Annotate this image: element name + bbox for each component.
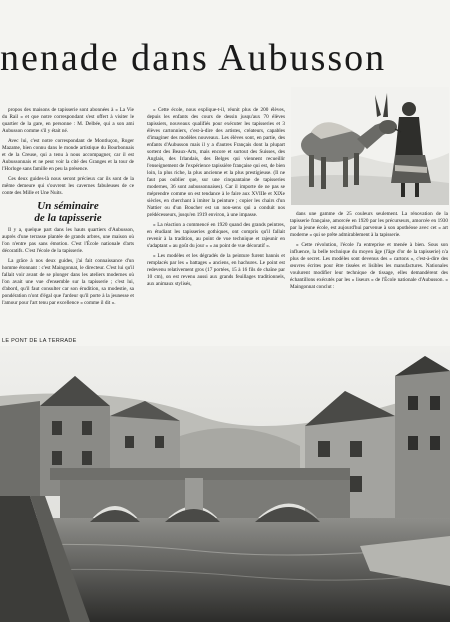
paragraph: La grâce à nos deux guides, j'ai fait connaissance d'un homme étonnant : c'est Maingonnat, le directeur. C'est lui qu'il fallait voir avant de se plonger dans les ateliers modernes où l'on avait une vue d'ensemble sur la tapisserie ; c'est lui, d'abord, qu'il faut consulter car son érudition, sa modestie, sa pondération n'ont d'égal que l'ardeur qu'il porte à la jeunesse et l'amour pour l'art tenu par excellence « comme il dit ». — [2, 258, 134, 306]
section-subhead — [2, 200, 134, 224]
paragraph: « Les modèles et les dégradés de la peinture furent bannis et remplacés par les « battages » anciens, en hachures. Le point est redevenu relativement gros (17 portées, 15 à 16 fils de chaîne par 10 cm), on est revenu aussi aux grands feuillages traditionnels, aux animaux stylisés, — [147, 253, 285, 287]
paragraph: Il y a, quelque part dans les hauts quartiers d'Aubusson, auprès d'une terrasse plantée de grands arbres, une maison où l'on n'entre pas sans émotion. C'est l'École nationale d'arts décoratifs. C'est l'école de la tapisserie. — [2, 227, 134, 254]
paragraph: « Cette révolution, l'école l'a entreprise et menée à bien. Sous son influence, la belle technique du moyen âge (l'âge d'or de la tapisserie) n'a plus de secret. Les modèles sont devenus des « cartons », c'est-à-dire des œuvres écrites pour être tissées et lisibles les manufactures. Nationales voulurent modifier leur technique de tissage, elles demandèrent des échantillons exécutés par les « liseurs » de l'École nationale d'Aubusson. » Maingonnat conclut : — [290, 242, 448, 290]
photo-caption: LE PONT DE LA TERRADE — [2, 338, 77, 344]
paragraph: Avec lui, c'est notre correspondant de Montluçon, Roger Mazame, bien connu dans le monde artistique du Bourbonnais et de la Creuse, qui a tenu à nous accompagner, car il est Aubussonnais et ne peut voir la cité des Granges et la tour de l'Horloge sans famille en peu la présence. — [2, 138, 134, 172]
subhead-line: Un séminaire — [37, 200, 99, 212]
page-title: nenade dans Aubusson — [0, 38, 387, 78]
paragraph: « Cette école, nous explique-t-il, réunit plus de 200 élèves, depuis les enfants des cours de dessin jusqu'aux 70 élèves tapissiers, nouveaux qualifiés pour exécuter les tapisseries et 3 élèves cartonniers, c'est-à-dire des artistes, créateurs, capables d'imaginer des modèles nouveaux. Les élèves sont, en partie, des enfants d'Aubusson mais il y a d'autres Français dont la plupart sortent des Beaux-Arts, mais encore et surtout des Suisses, des Anglais, des Irlandais, des Belges qui viennent recueillir l'enseignement de l'expérience tapissière française qui est, de bien loin, la plus riche, la plus ancienne et la plus prestigieuse. (Il ne faut pas oublier que, sur une cinquantaine de tapisseries modernes, 36 sont aubussonnaises). Car il importe de ne pas se méprendre comme on est tendance à le faire aux XVIIIe et XIXe siècles, en cherchant à imiter la peinture ; copier les chairs d'un Nattier ou d'un Boucher est un non-sens qui a conduit nos prédécesseurs, jusqu'en 1919 environ, à une impasse. — [147, 107, 285, 218]
paragraph: propos des maisons de tapisserie sont abonnées à « La Vie du Rail » et que notre correspondant s'est offert à visiter le quartier de la gare, en personne : M. Delbée, qui a son ami Aubusson comme s'il y était né. — [2, 107, 134, 134]
bridge-photo — [0, 346, 450, 622]
article-column-3 — [290, 211, 448, 332]
paragraph: « La réaction a commencé en 1920 quand des grands peintres, en étudiant les tapisseries gothiques, ont compris qu'il fallait revenir à la tradition, au point de vue technique et rajeunir en s'adaptant « au goût du jour » « au point de vue décoratif ». — [147, 222, 285, 249]
article-column-2 — [147, 107, 285, 332]
donkey-photo — [291, 87, 449, 205]
article-column-1 — [2, 107, 134, 332]
paragraph: Ces deux guides-là nous seront précieux car ils sont de la même demeure qui s'ouvrent les cavernes fabuleuses de ce conte des Mille et Une Nuits. — [2, 176, 134, 196]
subhead-line: de la tapisserie — [34, 212, 102, 224]
paragraph: dans une gamme de 25 couleurs seulement. La rénovation de la tapisserie française, amorcée en 1920 par les précurseurs, amorcée en 1930 par la jeune école, est aujourd'hui parvenue à son apothéose avec cet « art moderne » qui se prête admirablement à la tapisserie. — [290, 211, 448, 238]
